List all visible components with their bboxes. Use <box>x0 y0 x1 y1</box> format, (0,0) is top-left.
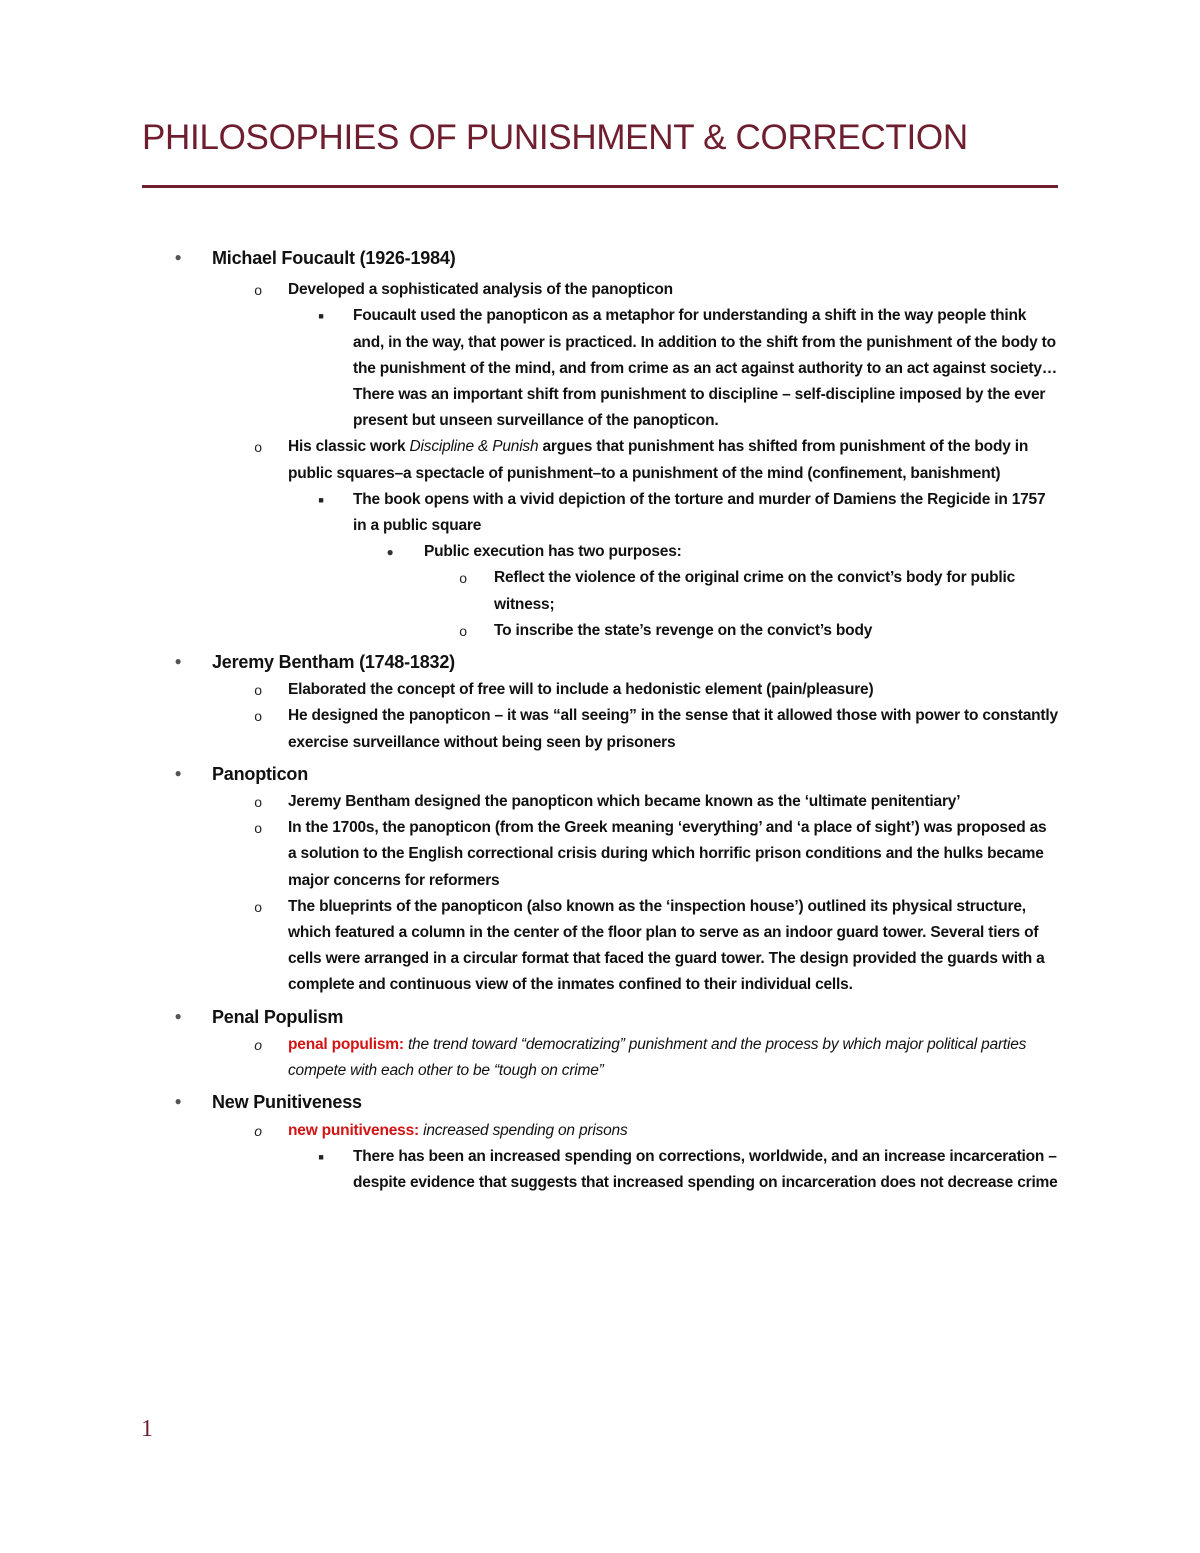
list-item-text: In the 1700s, the panopticon (from the Greek meaning ‘everything’ and ‘a place of sight’) was proposed as a solution to the English correctional crisis during which horrific prison conditions and the hulks became major concerns for reformers <box>288 819 1047 889</box>
section-heading: New Punitiveness <box>212 1092 362 1113</box>
circle-bullet-icon: o <box>254 708 262 725</box>
circle-bullet-icon: o <box>254 439 262 456</box>
section-heading: Penal Populism <box>212 1006 344 1027</box>
book-title: Discipline & Punish <box>409 438 539 456</box>
title-underline <box>142 185 1058 188</box>
definition-text: the trend toward “democratizing” punishment and the process by which major political parties compete with each other to be “tough on crime” <box>288 1035 1027 1080</box>
list-item-text: Reflect the violence of the original crime on the convict’s body for public witness; <box>494 569 1015 613</box>
section-penal-populism <box>0 1003 1058 1032</box>
list-item <box>0 894 1058 999</box>
bullet-icon: ● <box>174 765 182 780</box>
circle-bullet-icon: o <box>254 1122 262 1139</box>
list-item-text: Jeremy Bentham designed the panopticon which became known as the ‘ultimate penitentiary’ <box>288 793 961 811</box>
section-foucault <box>0 244 1058 273</box>
list-item-text: Developed a sophisticated analysis of the panopticon <box>288 281 673 299</box>
section-heading: Panopticon <box>212 763 308 784</box>
page-title: PHILOSOPHIES OF PUNISHMENT & CORRECTION <box>142 118 968 157</box>
list-item-text: The blueprints of the panopticon (also known as the ‘inspection house’) outlined its physical structure, which featured a column in the center of the floor plan to serve as an indoor guard tower. Several tiers of cells were arranged in a circular format that faced the guard tower. The design provided the guards with a complete and continuous view of the inmates confined to their individual cells. <box>288 897 1045 994</box>
list-item <box>0 1144 1058 1196</box>
list-item <box>0 677 1058 703</box>
section-heading: Michael Foucault (1926-1984) <box>212 248 456 268</box>
circle-bullet-icon: o <box>254 282 262 299</box>
circle-bullet-icon: o <box>254 682 262 699</box>
list-item-text: Foucault used the panopticon as a metaphor for understanding a shift in the way people think and, in the way, that power is practiced. In addition to the shift from the punishment of the body to the punishment of the mind, and from crime as an act against authority to an act against society… There was an important shift from punishment to discipline – self-discipline imposed by the ever present but unseen surveillance of the panopticon. <box>353 307 1058 430</box>
text-run: argues that punishment has shifted from punishment of the body in public squares–a spectacle of punishment–to a punishment of the mind (confinement, banishment) <box>288 438 1029 482</box>
list-item <box>0 539 1058 565</box>
bullet-icon: ● <box>174 654 182 669</box>
outline-list <box>0 244 1200 1196</box>
list-item-text: There has been an increased spending on corrections, worldwide, and an increase incarceration – despite evidence that suggests that increased spending on incarceration does not decrease crime <box>353 1147 1058 1191</box>
list-item <box>0 618 1018 644</box>
list-item <box>0 703 1058 755</box>
list-item-text: The book opens with a vivid depiction of the torture and murder of Damiens the Regicide in 1757 in a public square <box>353 490 1046 535</box>
list-item <box>0 434 1058 486</box>
list-item <box>0 277 1058 303</box>
list-item-text: He designed the panopticon – it was “all seeing” in the sense that it allowed those with power to constantly exercise surveillance without being seen by prisoners <box>288 707 1058 751</box>
bullet-icon: ● <box>174 1094 182 1109</box>
page-number: 1 <box>141 1416 153 1442</box>
bullet-icon: ● <box>174 250 182 264</box>
list-item <box>0 1118 1058 1144</box>
list-item-text: Elaborated the concept of free will to include a hedonistic element (pain/pleasure) <box>288 681 874 699</box>
section-new-punitiveness <box>0 1088 1058 1117</box>
list-item-text <box>288 438 1028 481</box>
circle-bullet-icon: o <box>254 898 262 915</box>
section-heading: Jeremy Bentham (1748-1832) <box>212 652 455 673</box>
text-run: His classic work <box>288 438 410 456</box>
circle-bullet-icon: o <box>459 570 467 587</box>
circle-bullet-icon: o <box>254 794 262 811</box>
square-bullet-icon: ■ <box>318 1151 324 1162</box>
definition-text: increased spending on prisons <box>418 1121 628 1139</box>
bullet-icon: ● <box>174 1008 182 1023</box>
square-bullet-icon: ■ <box>318 311 324 322</box>
list-item <box>0 815 1058 894</box>
definition <box>288 1036 1026 1079</box>
list-item <box>0 789 1058 815</box>
list-item <box>0 487 1058 539</box>
defined-term: new punitiveness: <box>288 1121 419 1139</box>
definition <box>288 1122 628 1139</box>
circle-bullet-icon: o <box>254 820 262 837</box>
list-item <box>0 1032 1058 1084</box>
section-panopticon <box>0 760 1058 789</box>
defined-term: penal populism: <box>288 1035 404 1053</box>
list-item-text: To inscribe the state’s revenge on the convict’s body <box>494 621 873 639</box>
list-item <box>0 565 1018 617</box>
circle-bullet-icon: o <box>254 1036 262 1053</box>
outline <box>0 244 1200 1196</box>
list-item <box>0 303 1058 434</box>
square-bullet-icon: ■ <box>318 494 324 505</box>
list-item-text: Public execution has two purposes: <box>424 543 682 561</box>
circle-bullet-icon: o <box>459 622 467 639</box>
section-bentham <box>0 648 1058 677</box>
bullet-icon: ● <box>386 545 394 560</box>
